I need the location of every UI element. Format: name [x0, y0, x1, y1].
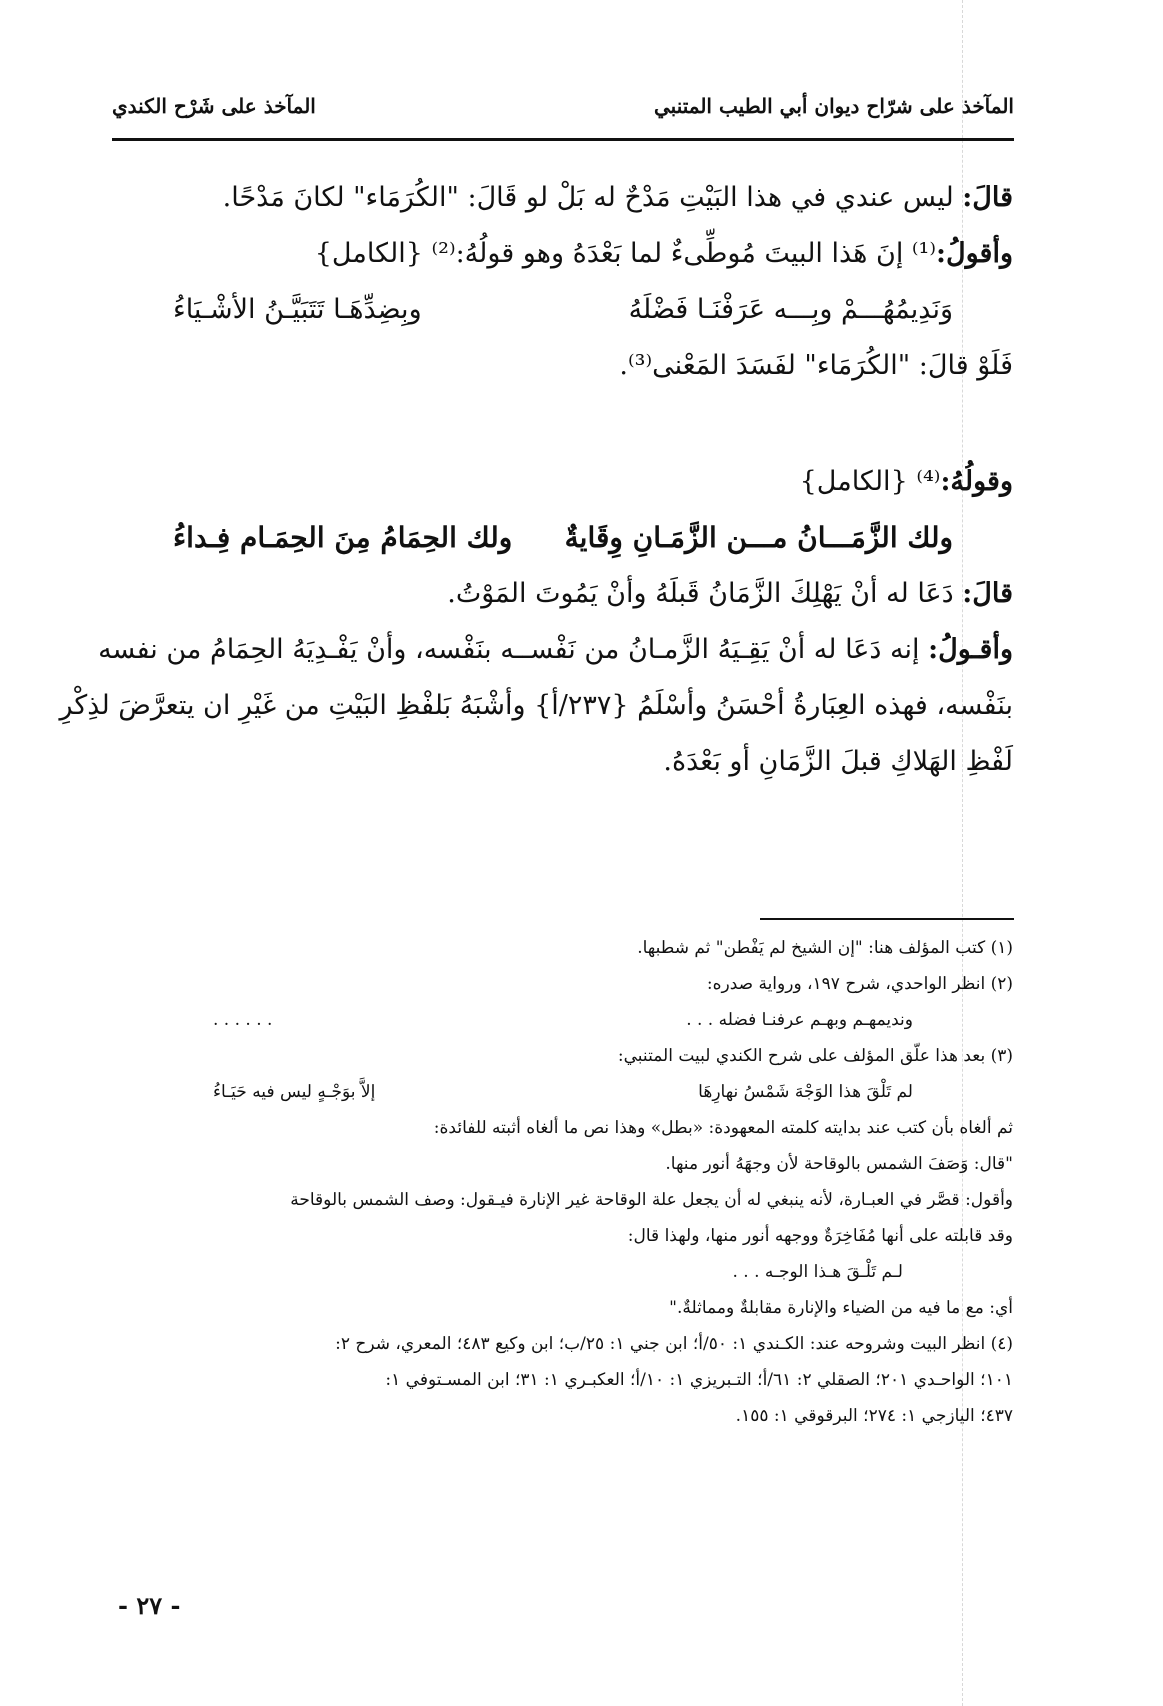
page-number: - ٢٧ -: [118, 1591, 181, 1620]
verse-1: [153, 282, 1013, 338]
footnote-3-line: وأقول: قصَّر في العبـارة، لأنه ينبغي له أن يجعل علة الوقاحة غير الإنارة فيـقول: وصف الشمس بالوقاحة: [290, 1190, 1013, 1210]
paragraph-aqulu-1: [153, 226, 1013, 282]
paragraph-text: دَعَا له أنْ يَهْلِكَ الزَّمَانُ قَبلَهُ وأنْ يَمُوتَ المَوْتُ.: [447, 578, 963, 609]
verse-first-hemistich: وَنَدِيمُهُـــمْ وبِـــه عَرَفْنَـا فَضْلَهُ: [628, 294, 953, 325]
label-qala: قالَ:: [962, 578, 1013, 609]
footnote-4-line: ١٠١؛ الواحـدي ٢٠١؛ الصقلي ٢: ٦١/أ؛ التـبريزي ١: ١٠/أ؛ العكبـري ١: ٣١؛ ابن المسـتوفي ١:: [385, 1370, 1013, 1390]
header-divider: [112, 138, 1014, 141]
verse-first-hemistich: لم تَلْقَ هذا الوَجْهَ شَمْسُ نهارِهَا: [698, 1082, 913, 1102]
footnote-2-verse: [133, 1002, 1013, 1038]
footnote-3-line: أي: مع ما فيه من الضياء والإنارة مقابلةٌ ومماثلةٌ.": [669, 1298, 1013, 1318]
paragraph-aqulu-2-line-1: [98, 622, 1013, 678]
verse-first-hemistich: ولك الزَّمَـــانُ مـــن الزَّمَـانِ وِقَايةٌ: [564, 521, 953, 554]
verse-first-hemistich: ونديمهـم وبهـم عرفنـا فضله . . .: [686, 1010, 913, 1030]
verse-second-hemistich: ولك الحِمَامُ مِنَ الحِمَـام فِـداءُ: [173, 521, 513, 554]
paragraph-text: ⁽¹⁾ إنَ هَذا البيتَ مُوطِّىءٌ لما بَعْدَهُ وهو قولُهُ:⁽²⁾ {الكامل}: [314, 238, 937, 269]
paragraph-qala-2: [153, 566, 1013, 622]
footnote-1: (١) كتب المؤلف هنا: "إن الشيخ لم يَفْطن" ثم شطبها.: [637, 938, 1013, 958]
footnote-3: (٣) بعد هذا علّق المؤلف على شرح الكندي لبيت المتنبي:: [617, 1046, 1013, 1066]
paragraph-aqulu-2-line-3: لَفْظِ الهَلاكِ قبلَ الزَّمَانِ أو بَعْدَهُ.: [663, 746, 1013, 777]
main-text: [59, 170, 1013, 790]
paragraph-text: ليس عندي في هذا البَيْتِ مَدْحٌ له بَلْ لو قَالَ: "الكُرَمَاء" لكانَ مَدْحًا.: [222, 182, 963, 213]
label-aqulu: وأقـولُ:: [928, 634, 1013, 665]
label-qala: قالَ:: [962, 182, 1013, 213]
verse-second-hemistich: وبِضِدِّهَـا تَتَبَيَّـنُ الأشْـيَاءُ: [173, 294, 422, 325]
running-header: [112, 86, 1014, 136]
paragraph-conclusion: فَلَوْ قالَ: "الكُرَمَاء" لفَسَدَ المَعْنى⁽³⁾.: [619, 350, 1013, 381]
section-gap: [153, 394, 1013, 454]
verse-2: [153, 510, 1013, 566]
footnote-2: (٢) انظر الواحدي، شرح ١٩٧، ورواية صدره:: [706, 974, 1013, 994]
footnote-4-line: ٤٣٧؛ اليازجي ١: ٢٧٤؛ البرقوقي ١: ١٥٥.: [735, 1406, 1013, 1426]
label-qawluhu: وقولُهُ:: [940, 466, 1013, 497]
paragraph-text: ⁽⁴⁾ {الكامل}: [799, 466, 941, 497]
paragraph-text: إنه دَعَا له أنْ يَقِـيَهُ الزَّمـانُ من نَفْســه بنَفْسه، وأنْ يَفْـدِيَهُ الحِمَامُ من نفسه: [98, 634, 929, 665]
header-section-title: المآخذ على شَرْح الكندي: [112, 94, 316, 118]
footnotes: [133, 930, 1013, 1434]
footnote-3-verse: [133, 1074, 1013, 1110]
footnote-3-line: وقد قابلته على أنها مُفَاخِرَةٌ ووجهه أنور منها، ولهذا قال:: [627, 1226, 1013, 1246]
verse-second-hemistich: إلاَّ بوَجْـهٍ ليس فيه حَيَـاءُ: [213, 1082, 376, 1102]
label-aqulu: وأقولُ:: [936, 238, 1013, 269]
header-book-title: المآخذ على شرّاح ديوان أبي الطيب المتنبي: [654, 94, 1014, 118]
paragraph-qala-1: [153, 170, 1013, 226]
footnote-4: (٤) انظر البيت وشروحه عند: الكـندي ١: ٥٠/أ؛ ابن جني ١: ٢٥/ب؛ ابن وكيع ٤٨٣؛ المعري، شرح ٢:: [335, 1334, 1013, 1354]
footnote-3-line: ثم ألغاه بأن كتب عند بدايته كلمته المعهودة: «بطل» وهذا نص ما ألغاه أثبته للفائدة:: [433, 1118, 1013, 1138]
footnote-3-quote: لـم تَلْـقَ هـذا الوجـه . . .: [732, 1262, 903, 1282]
paragraph-aqulu-2-line-2: بنَفْسه، فهذه العِبَارةُ أحْسَنُ وأسْلَمُ {٢٣٧/أ} وأشْبَهُ بَلفْظِ البَيْتِ من غَيْرِ ان يتعرَّضَ لذِكْرِ: [59, 690, 1013, 721]
footnote-3-line: "قال: وَصَفَ الشمس بالوقاحة لأن وجهَهُ أنور منها.: [665, 1154, 1013, 1174]
footnote-separator: [760, 918, 1014, 920]
verse-second-hemistich: . . . . . .: [213, 1010, 273, 1030]
paragraph-qawluhu: [153, 454, 1013, 510]
